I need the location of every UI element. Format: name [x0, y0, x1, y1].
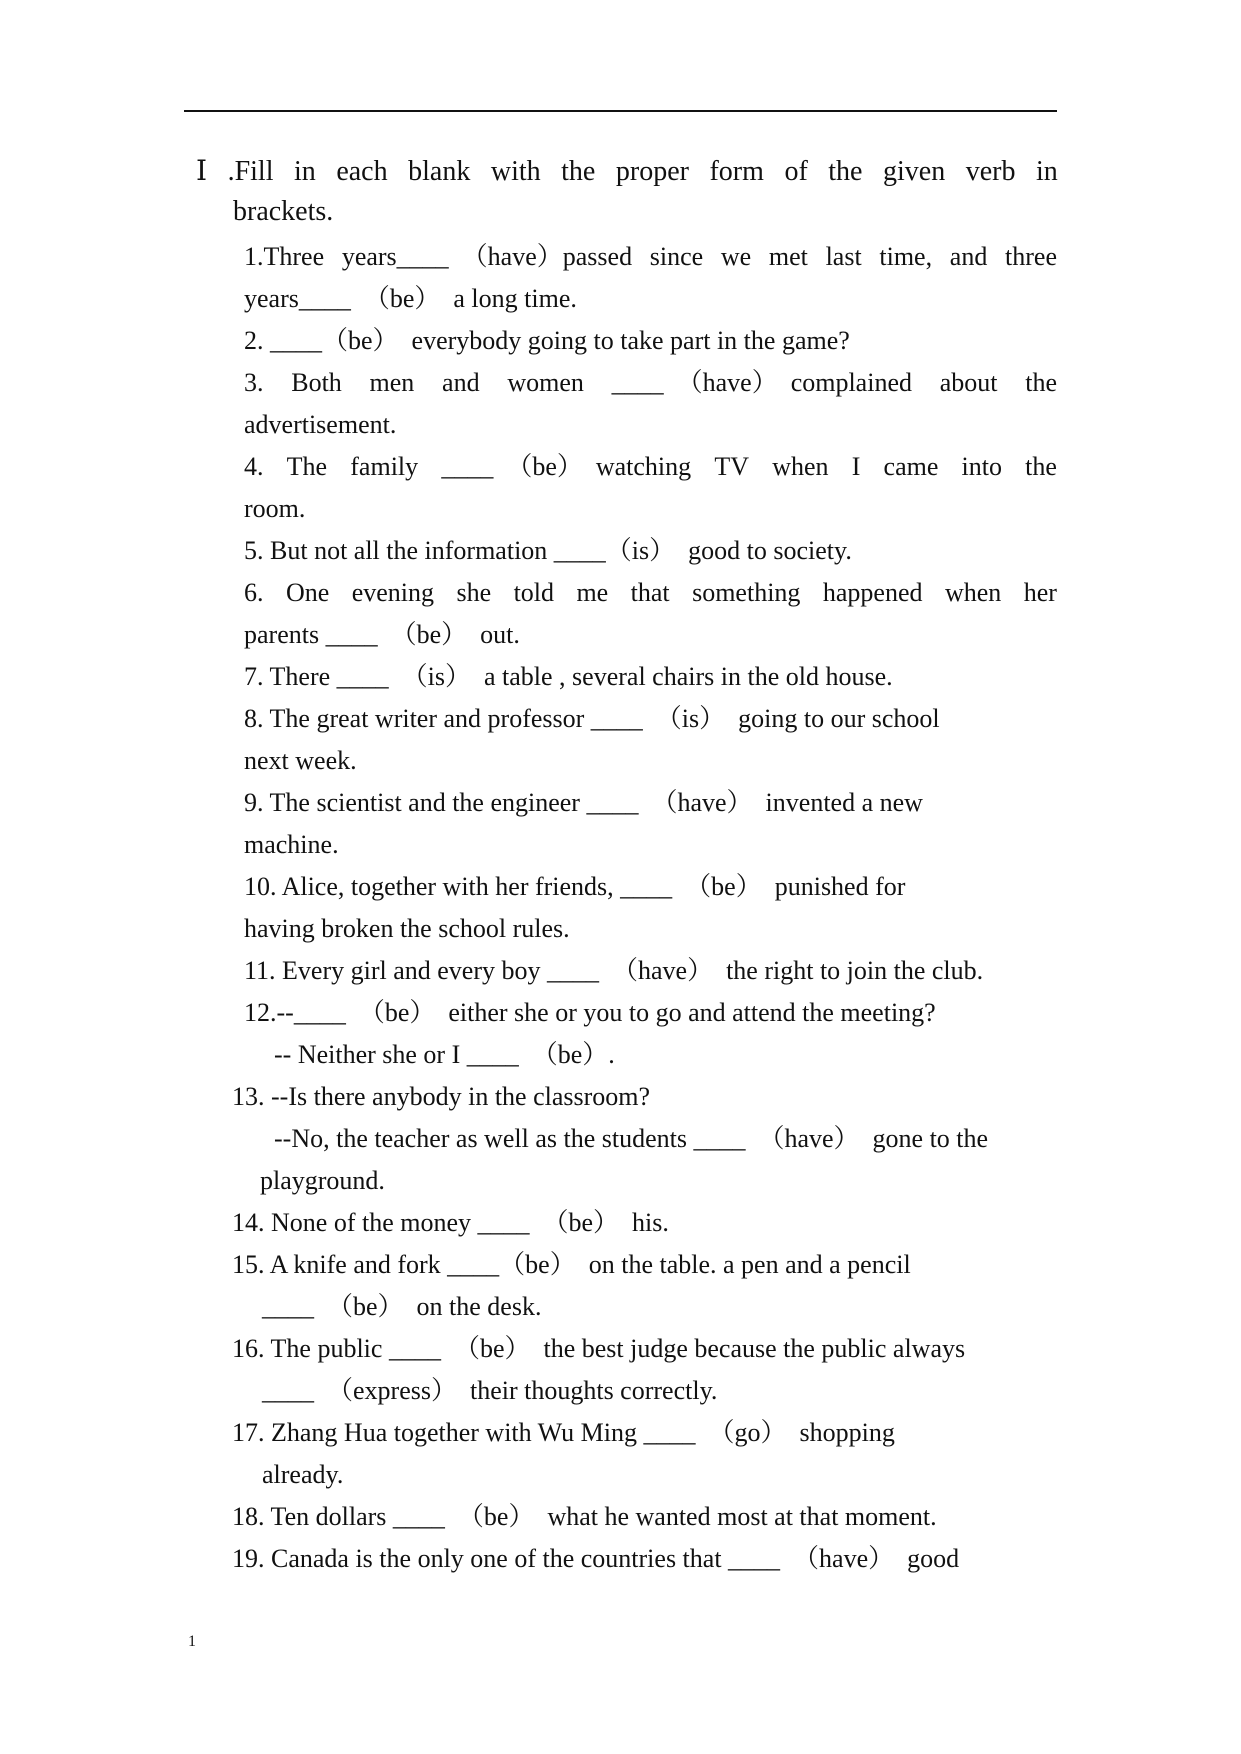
- word: 6.: [244, 578, 264, 607]
- q16-line-2: ____ （express） their thoughts correctly.: [262, 1376, 718, 1405]
- word: last: [825, 242, 862, 271]
- word: women: [507, 368, 584, 397]
- q15-line-1: 15. A knife and fork ____（be） on the table. a pen and a pencil: [232, 1250, 911, 1279]
- word: happened: [822, 578, 923, 607]
- word: ____ （be） watching: [441, 452, 692, 481]
- word: evening: [351, 578, 435, 607]
- q8-line-2: next week.: [244, 746, 357, 775]
- q17-line-2: already.: [262, 1460, 344, 1489]
- word: that: [630, 578, 670, 607]
- q6-line-1: [244, 576, 1057, 610]
- word: I: [851, 452, 861, 481]
- word: when: [772, 452, 829, 481]
- q7-line-1: 7. There ____ （is） a table , several chairs in the old house.: [244, 662, 893, 691]
- word: something: [692, 578, 801, 607]
- word: TV: [714, 452, 750, 481]
- word: the: [1025, 452, 1057, 481]
- word: since: [649, 242, 704, 271]
- q1-line-1: [244, 240, 1057, 274]
- q12-line-1: 12.--____ （be） either she or you to go and attend the meeting?: [244, 998, 936, 1027]
- word: years____ （have）passed: [341, 242, 633, 271]
- word: and: [949, 242, 988, 271]
- q16-line-1: 16. The public ____ （be） the best judge because the public always: [232, 1334, 966, 1363]
- q4-line-2: room.: [244, 494, 306, 523]
- word: One: [285, 578, 330, 607]
- q3-line-1: [244, 366, 1057, 400]
- q9-line-1: 9. The scientist and the engineer ____ （have） invented a new: [244, 788, 923, 817]
- q14-line-1: 14. None of the money ____ （be） his.: [232, 1208, 669, 1237]
- q19-line-1: 19. Canada is the only one of the countries that ____ （have） good: [232, 1544, 960, 1573]
- q3-line-2: advertisement.: [244, 410, 397, 439]
- q11-line-1: 11. Every girl and every boy ____ （have） the right to join the club.: [244, 956, 984, 985]
- word: ____ （have） complained: [611, 368, 912, 397]
- q17-line-1: 17. Zhang Hua together with Wu Ming ____ （go） shopping: [232, 1418, 895, 1447]
- word: 3.: [244, 368, 264, 397]
- q9-line-2: machine.: [244, 830, 339, 859]
- word: met: [768, 242, 808, 271]
- page-number: 1: [188, 1633, 196, 1650]
- word: 1.Three: [244, 242, 325, 271]
- q13-line-3: playground.: [260, 1166, 385, 1195]
- header-rule: [184, 110, 1057, 112]
- q2-line-1: 2. ____（be） everybody going to take part in the game?: [244, 326, 850, 355]
- q8-line-1: 8. The great writer and professor ____ （is） going to our school: [244, 704, 940, 733]
- word: and: [442, 368, 480, 397]
- word: the: [1025, 368, 1057, 397]
- q4-line-1: [244, 450, 1057, 484]
- word: 4.: [244, 452, 264, 481]
- word: three: [1005, 242, 1057, 271]
- word: family: [350, 452, 419, 481]
- section-numeral: Ⅰ: [196, 156, 208, 187]
- word: time,: [879, 242, 933, 271]
- section-heading-line-1: Ⅰ .Fill in each blank with the proper form of the given verb in: [196, 152, 1058, 192]
- q13-line-2: --No, the teacher as well as the students ____ （have） gone to the: [274, 1124, 989, 1153]
- q10-line-2: having broken the school rules.: [244, 914, 570, 943]
- q6-line-2: parents ____ （be） out.: [244, 620, 520, 649]
- word: men: [369, 368, 415, 397]
- word: Both: [291, 368, 342, 397]
- section-heading-line-2: brackets.: [233, 196, 334, 227]
- q1-line-2: years____ （be） a long time.: [244, 284, 577, 313]
- q15-line-2: ____ （be） on the desk.: [262, 1292, 542, 1321]
- word: into: [961, 452, 1002, 481]
- word: about: [939, 368, 998, 397]
- word: came: [883, 452, 939, 481]
- word: her: [1023, 578, 1057, 607]
- q5-line-1: 5. But not all the information ____（is） good to society.: [244, 536, 852, 565]
- word: we: [720, 242, 752, 271]
- word: she: [456, 578, 492, 607]
- word: when: [944, 578, 1002, 607]
- q13-line-1: 13. --Is there anybody in the classroom?: [232, 1082, 651, 1111]
- word: told: [513, 578, 555, 607]
- word: The: [286, 452, 328, 481]
- word: me: [576, 578, 609, 607]
- q10-line-1: 10. Alice, together with her friends, ____ （be） punished for: [244, 872, 906, 901]
- section-heading: [196, 152, 1058, 232]
- q12-line-2: -- Neither she or I ____ （be）.: [274, 1040, 615, 1069]
- q18-line-1: 18. Ten dollars ____ （be） what he wanted most at that moment.: [232, 1502, 937, 1531]
